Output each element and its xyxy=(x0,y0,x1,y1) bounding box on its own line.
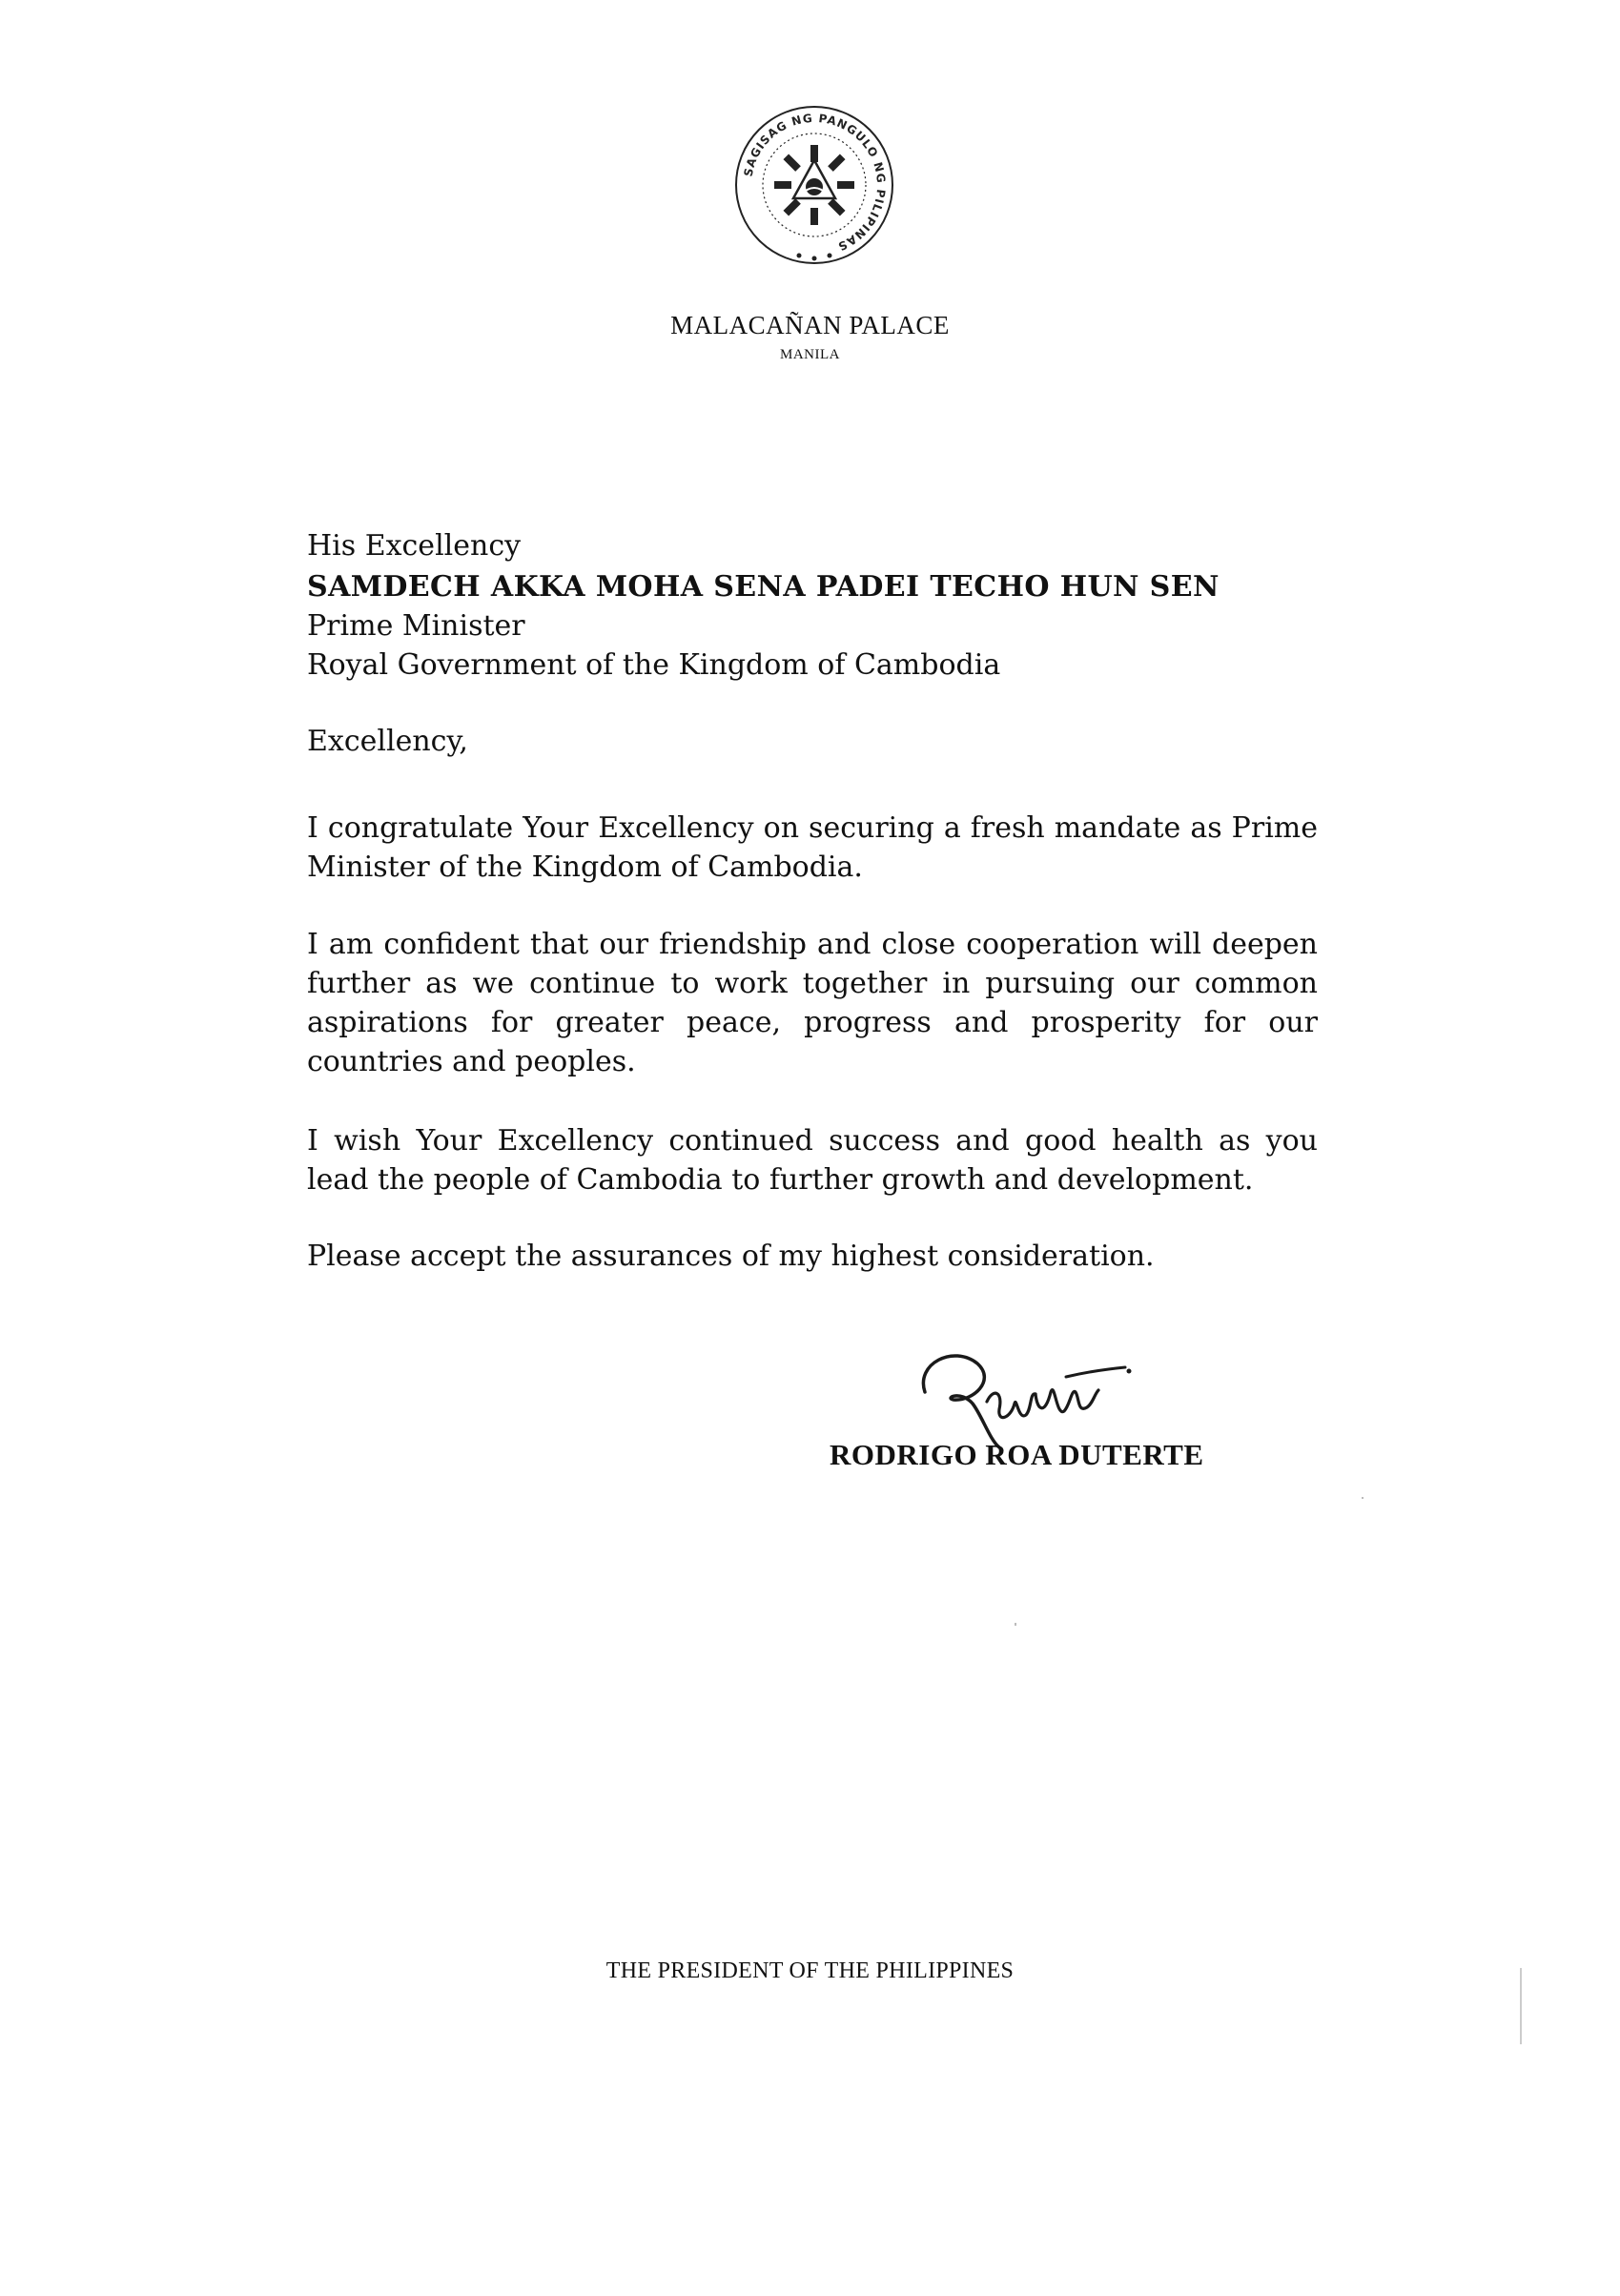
letterhead-subtitle-text: MANILA xyxy=(780,347,840,362)
scan-mark xyxy=(1520,1968,1522,2044)
addressee-name: SAMDECH AKKA MOHA SENA PADEI TECHO HUN SEN xyxy=(307,570,1220,604)
scan-mark xyxy=(1362,1497,1364,1499)
footer-text: THE PRESIDENT OF THE PHILIPPINES xyxy=(605,1958,1015,1983)
paragraph: I wish Your Excellency continued success and good health as you lead the people of Cambodia to further growth and development. xyxy=(307,1124,1318,1197)
paragraph: I congratulate Your Excellency on securing a fresh mandate as Prime Minister of the Kingdom of Cambodia. xyxy=(307,811,1318,884)
letterhead-subtitle xyxy=(0,347,1620,363)
addressee-organization: Royal Government of the Kingdom of Cambodia xyxy=(307,648,1001,682)
letterhead-title xyxy=(0,311,1620,340)
greeting: Excellency, xyxy=(307,725,468,758)
scan-mark xyxy=(1015,1623,1016,1626)
presidential-seal xyxy=(732,103,896,267)
footer-title xyxy=(0,1958,1620,1984)
addressee-salutation: His Excellency xyxy=(307,529,522,563)
seal-icon xyxy=(732,103,896,267)
paragraph: Please accept the assurances of my highest consideration. xyxy=(307,1240,1155,1273)
letterhead-title-text: MALACAÑAN PALACE xyxy=(670,311,950,339)
signatory-name: RODRIGO ROA DUTERTE xyxy=(830,1438,1204,1471)
addressee-title: Prime Minister xyxy=(307,609,525,643)
seal-text: SAGISAG NG PANGULO NG PILIPINAS xyxy=(741,111,889,254)
paragraph: I am confident that our friendship and close cooperation will deepen further as we continue to work together in pursuing our common aspirations for greater peace, progress and prosperity for our countries and peoples. xyxy=(307,928,1318,1078)
